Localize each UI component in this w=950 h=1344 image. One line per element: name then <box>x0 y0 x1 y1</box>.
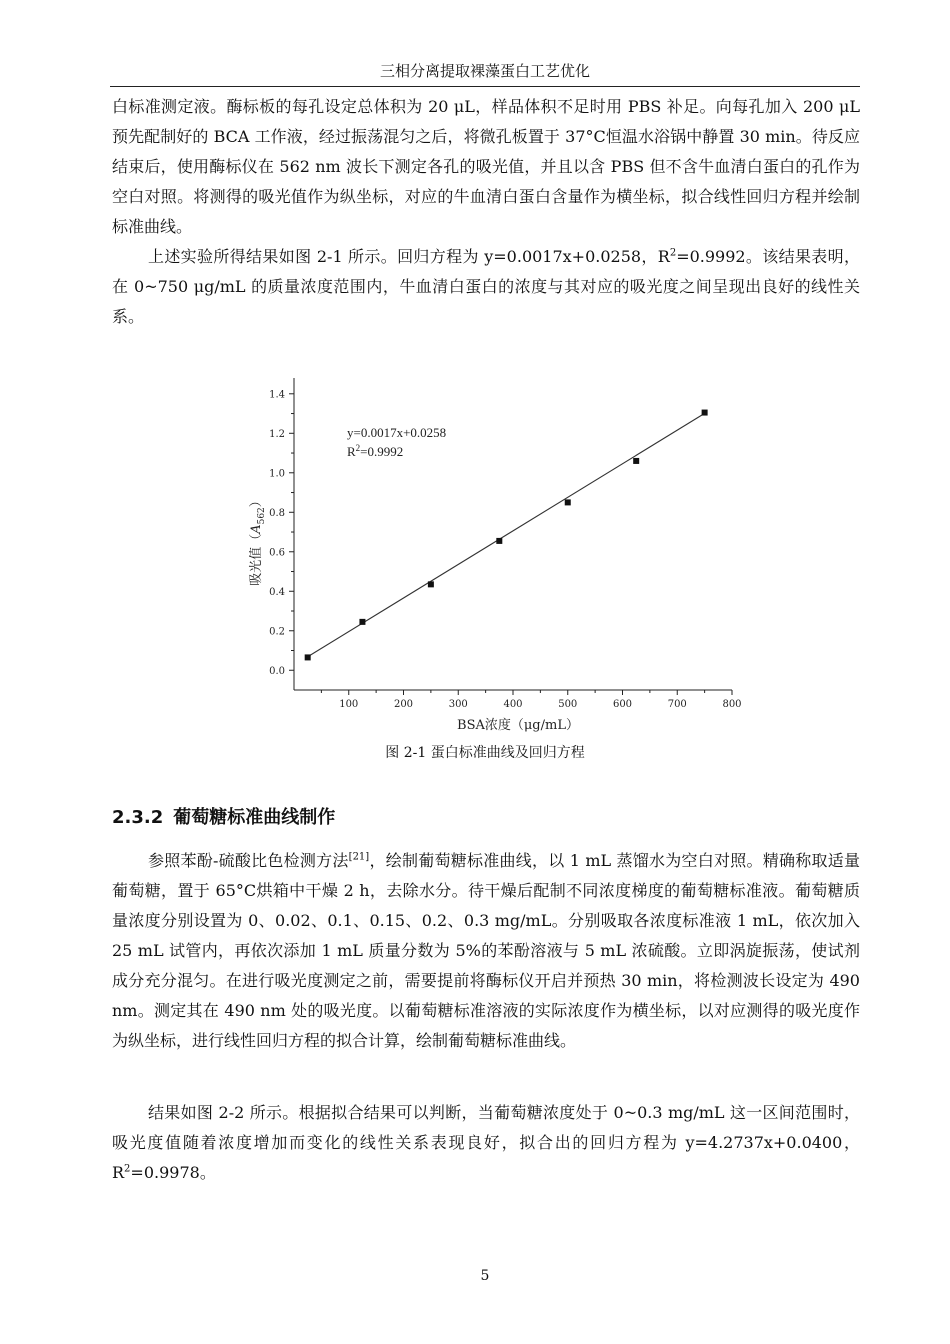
paragraph-glucose-result-text-2: =0.9978。 <box>130 1163 216 1182</box>
chart-ticks <box>269 389 741 710</box>
citation-reference: [21] <box>348 851 370 863</box>
r-squared-label <box>347 443 403 459</box>
section-title: 葡萄糖标准曲线制作 <box>173 807 336 828</box>
data-point <box>633 458 639 464</box>
paragraph-glucose-method-text-1: 参照苯酚-硫酸比色检测方法 <box>148 851 349 870</box>
x-axis-title: BSA浓度（μg/mL） <box>457 718 579 733</box>
paragraph-glucose-result <box>112 1098 860 1188</box>
y-tick-label: 0.6 <box>269 547 285 559</box>
paragraph-glucose-method-text-2: ，绘制葡萄糖标准曲线，以 1 mL 蒸馏水为空白对照。精确称取适量葡萄糖，置于 65°C烘箱中干燥 2 h，去除水分。待干燥后配制不同浓度梯度的葡萄糖标准液。葡萄糖质量浓度分别设置为 0、0.02、0.1、0.15、0.2、0.3 mg/mL。分别吸取各浓度标准液 1 mL，依次加入 25 mL 试管内，再依次添加 1 mL 质量分数为 5%的苯酚溶液与 5 mL 浓硫酸。立即涡旋振荡，使试剂成分充分混匀。在进行吸光度测定之前，需要提前将酶标仪开启并预热 30 min，将检测波长设定为 490 nm。测定其在 490 nm 处的吸光度。以葡萄糖标准溶液的实际浓度作为横坐标，以对应测得的吸光度作为纵坐标，进行线性回归方程的拟合计算，绘制葡萄糖标准曲线。 <box>112 851 860 1050</box>
y-tick-label: 1.2 <box>269 428 285 440</box>
r-squared-superscript: 2 <box>355 443 361 453</box>
y-tick-label: 0.2 <box>269 626 285 638</box>
running-header: 三相分离提取裸藻蛋白工艺优化 <box>379 62 590 80</box>
protein-standard-curve-chart <box>230 370 760 735</box>
paragraph-bca-result <box>112 242 860 332</box>
x-tick-label: 200 <box>393 699 414 710</box>
y-axis-title <box>248 494 267 586</box>
y-axis-title-prefix: 吸光值（ <box>249 533 264 586</box>
paragraph-bca-result-text-2: =0.9992。该结果表明，在 0~750 μg/mL 的质量浓度范围内，牛血清白蛋白的浓度与其对应的吸光度之间呈现出良好的线性关系。 <box>112 247 860 326</box>
r2-superscript: 2 <box>669 247 677 259</box>
data-point <box>359 619 365 625</box>
y-axis-title-variable: A <box>249 524 264 534</box>
paragraph-glucose-result-text-1: 结果如图 2-2 所示。根据拟合结果可以判断，当葡萄糖浓度处于 0~0.3 mg/mL 这一区间范围时，吸光度值随着浓度增加而变化的线性关系表现良好，拟合出的回归方程为 y=4.2737x+0.0400，R <box>112 1103 860 1182</box>
x-tick-label: 400 <box>503 699 523 710</box>
data-point <box>565 499 571 505</box>
section-heading <box>112 803 335 829</box>
x-tick-label: 700 <box>667 699 687 710</box>
x-tick-label: 600 <box>612 699 633 710</box>
y-tick-label: 1.0 <box>269 468 285 480</box>
paragraph-bca-result-text-1: 上述实验所得结果如图 2-1 所示。回归方程为 y=0.0017x+0.0258，R <box>148 247 670 266</box>
x-tick-label: 100 <box>339 699 359 710</box>
y-tick-label: 1.4 <box>269 389 285 401</box>
data-point <box>702 410 708 416</box>
y-axis-title-subscript: 562 <box>257 507 267 525</box>
page-number: 5 <box>480 1268 490 1284</box>
y-tick-label: 0.8 <box>269 507 285 519</box>
r-squared-prefix: R <box>347 444 356 459</box>
data-point <box>496 538 502 544</box>
x-tick-label: 300 <box>448 699 468 710</box>
y-tick-label: 0.0 <box>269 665 285 677</box>
paragraph-bca-method: 白标准测定液。酶标板的每孔设定总体积为 20 μL，样品体积不足时用 PBS 补足。向每孔加入 200 μL 预先配制好的 BCA 工作液，经过振荡混匀之后，将微孔板置于 37°C恒温水浴锅中静置 30 min。待反应结束后，使用酶标仪在 562 nm 波长下测定各孔的吸光值，并且以含 PBS 但不含牛血清白蛋白的孔作为空白对照。将测得的吸光值作为纵坐标，对应的牛血清白蛋白含量作为横坐标，拟合线性回归方程并绘制标准曲线。 <box>112 97 860 236</box>
header-rule <box>110 86 860 87</box>
x-tick-label: 800 <box>722 699 742 710</box>
data-point <box>428 581 434 587</box>
y-tick-label: 0.4 <box>269 586 285 598</box>
r-squared-value: =0.9992 <box>360 444 404 459</box>
paragraph-glucose-method <box>112 846 860 1056</box>
data-point <box>305 654 311 660</box>
glucose-r2-superscript: 2 <box>124 1163 131 1175</box>
figure-caption: 图 2-1 蛋白标准曲线及回归方程 <box>385 745 585 761</box>
y-axis-title-suffix: ） <box>249 494 264 508</box>
section-number: 2.3.2 <box>112 807 164 828</box>
regression-equation-label: y=0.0017x+0.0258 <box>347 425 447 440</box>
x-tick-label: 500 <box>558 699 578 710</box>
